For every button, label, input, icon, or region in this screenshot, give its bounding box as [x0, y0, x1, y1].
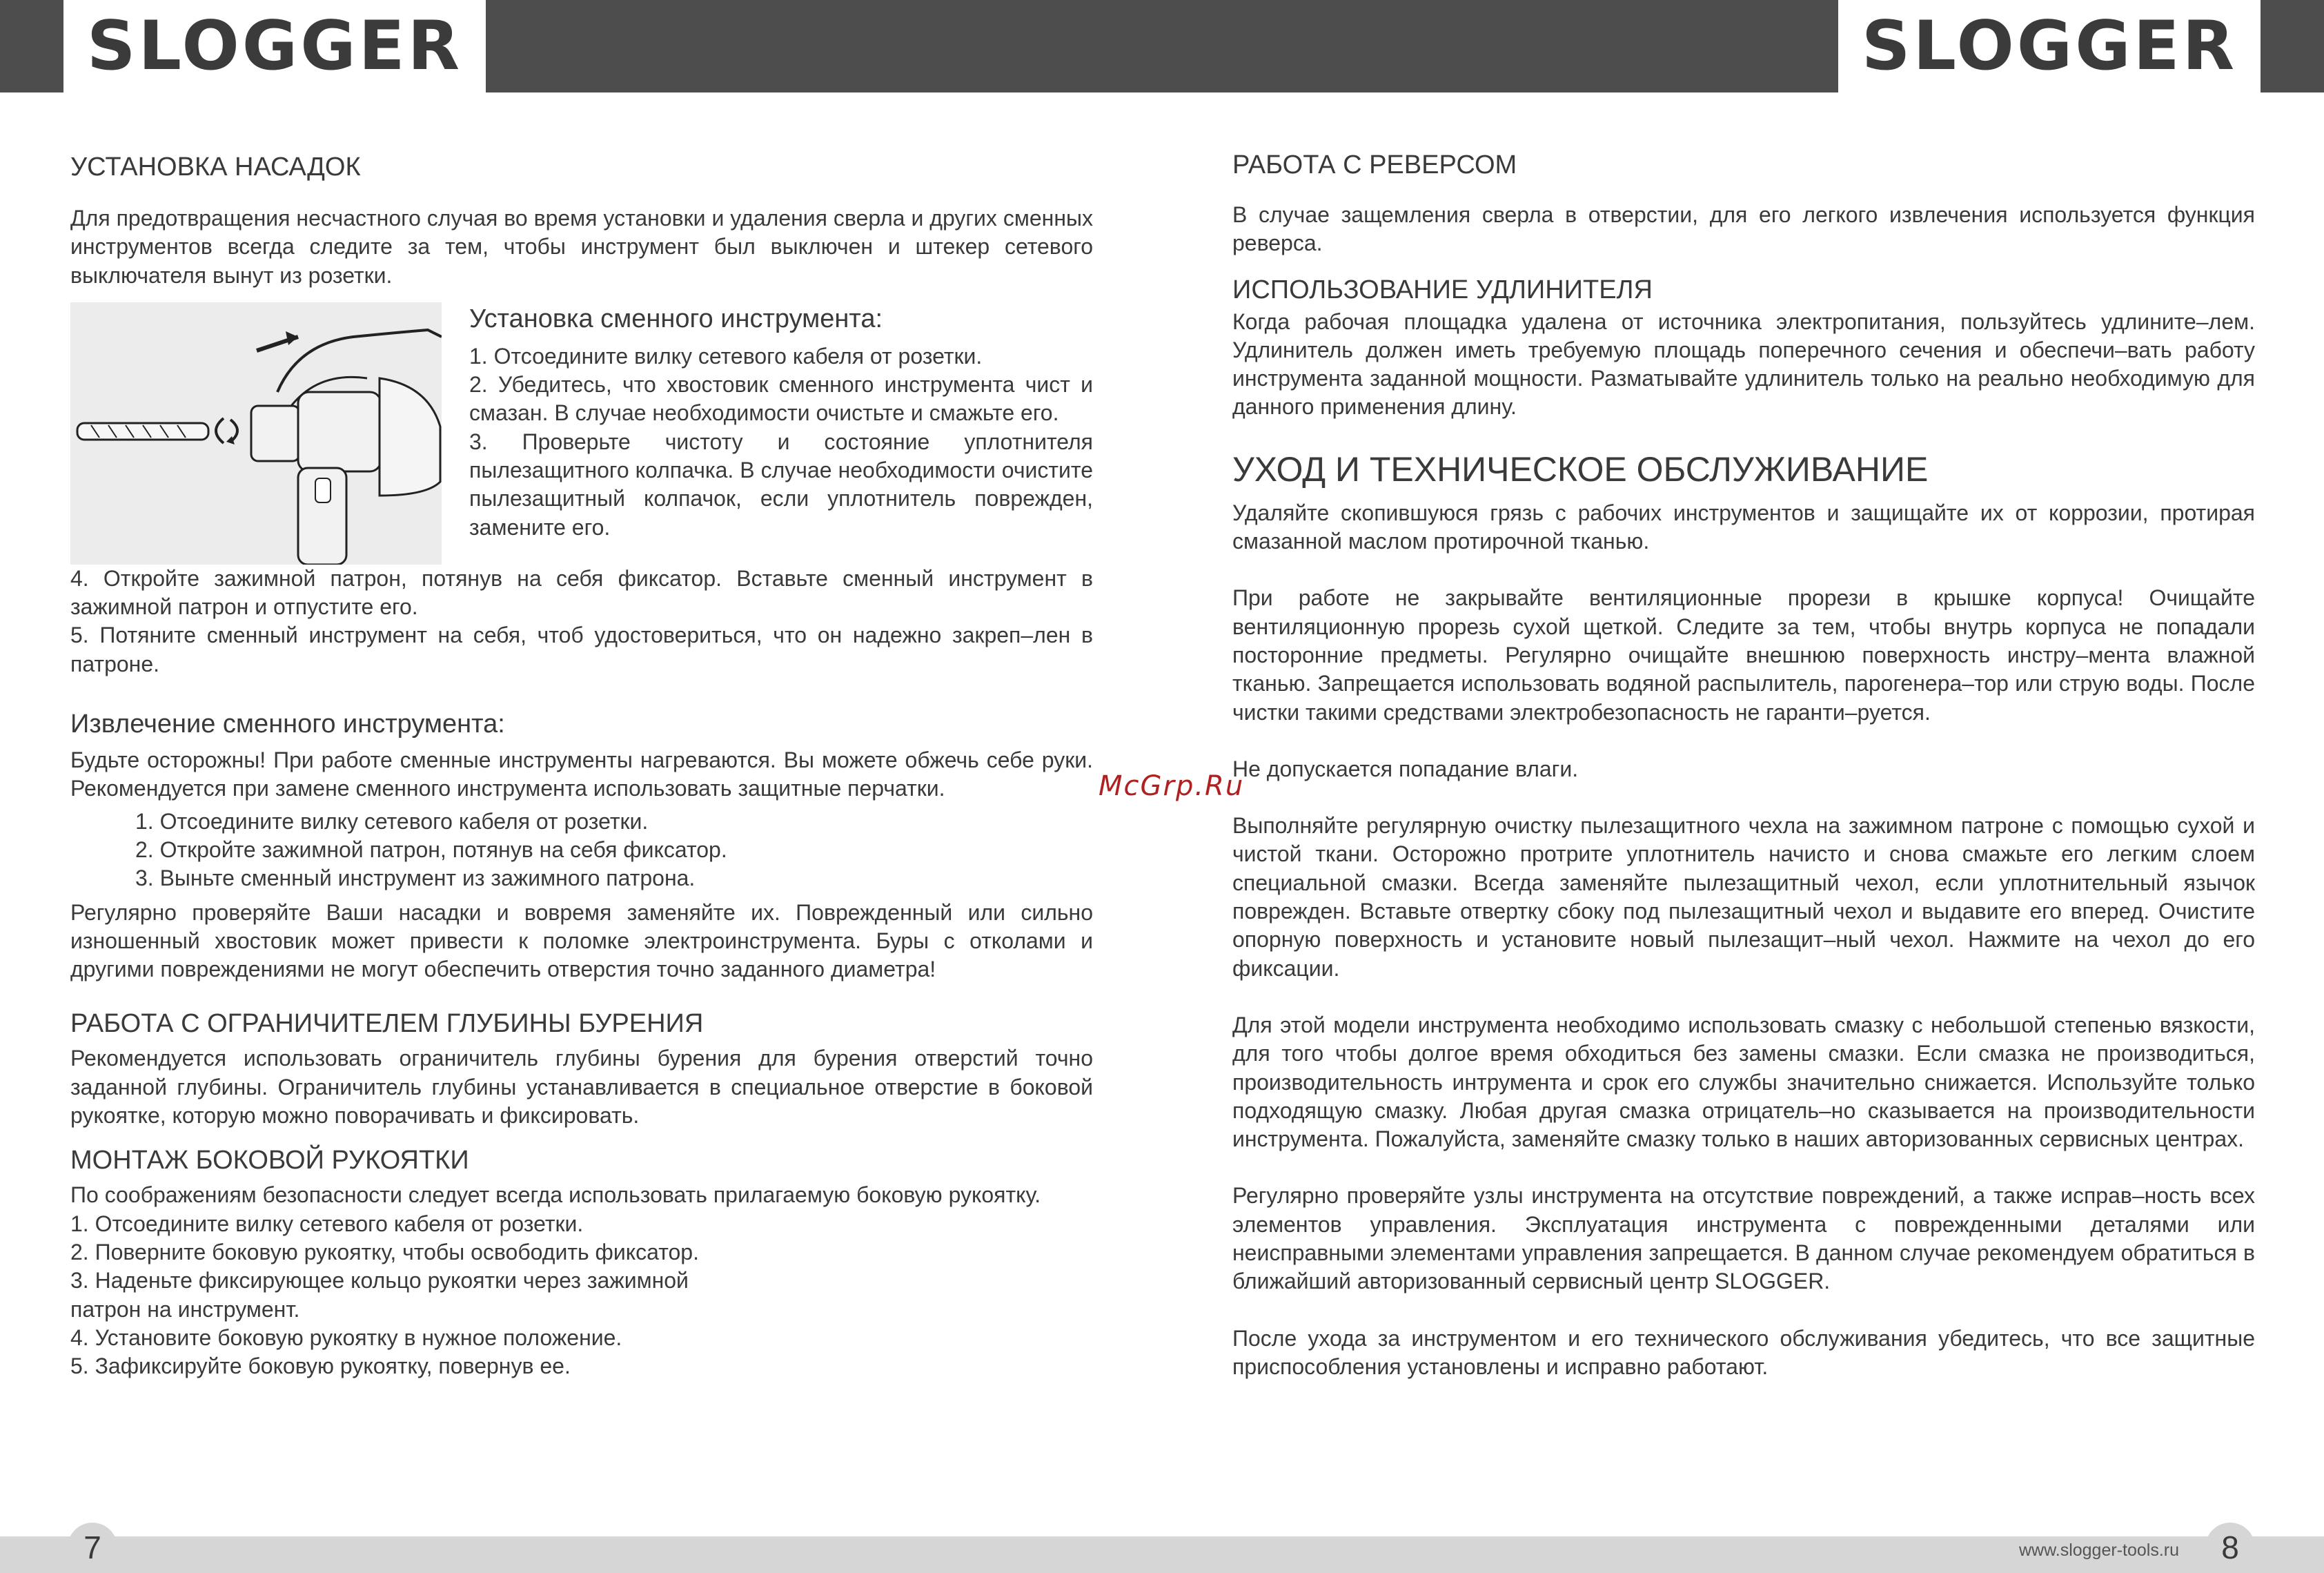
list-item: 2. Поверните боковую рукоятку, чтобы освободить фиксатор. — [70, 1239, 699, 1264]
figure-caption-block — [469, 302, 1093, 565]
watermark: McGrp.Ru — [1099, 770, 1245, 802]
page-number-left: 7 — [68, 1523, 117, 1572]
paragraph: При работе не закрывайте вентиляционные прорези в крышке корпуса! Очищайте вентиляционную прорезь сухой щеткой. Следите за тем, чтобы внутрь корпуса не попадали посторонние предметы. Регулярно очищайте внешнюю поверхность инстру–мента влажной тканью. Запрещается использовать водяной распылитель, парогенера–тор или струю воды. После чистки такими средствами электробезопасность не гаранти–руется. — [1232, 585, 2255, 725]
section-title-maintenance: УХОД И ТЕХНИЧЕСКОЕ ОБСЛУЖИВАНИЕ — [1232, 449, 1929, 489]
section-title-depth-stop: РАБОТА С ОГРАНИЧИТЕЛЕМ ГЛУБИНЫ БУРЕНИЯ — [70, 1009, 704, 1039]
list-item: 1. Отсоедините вилку сетевого кабеля от розетки. — [135, 808, 649, 834]
paragraph: Для предотвращения несчастного случая во время установки и удаления сверла и других сменных инструментов всегда следите за тем, чтобы инструмент был выключен и штекер сетевого выключателя вынут из розетки. — [70, 206, 1093, 288]
list-item: 4. Установите боковую рукоятку в нужное положение. — [70, 1325, 622, 1350]
list-item: 3. Выньте сменный инструмент из зажимного патрона. — [135, 866, 696, 891]
brand-logo-text: SLOGGER — [86, 7, 463, 86]
list-item: 5. Потяните сменный инструмент на себя, чтоб удостовериться, что он надежно закреп–лен в патроне. — [70, 623, 1093, 676]
footer-url[interactable]: www.slogger-tools.ru — [2018, 1541, 2179, 1560]
list-item: 2. Откройте зажимной патрон, потянув на себя фиксатор. — [135, 837, 727, 862]
list-item: 1. Отсоедините вилку сетевого кабеля от розетки. — [70, 1211, 584, 1236]
section-title-extension: ИСПОЛЬЗОВАНИЕ УДЛИНИТЕЛЯ — [1232, 275, 1653, 304]
left-page — [70, 150, 1093, 1380]
removal-steps — [70, 808, 1093, 893]
paragraph: В случае защемления сверла в отверстии, для его легкого извлечения используется функция реверса. — [1232, 202, 2255, 256]
paragraph: Выполняйте регулярную очистку пылезащитного чехла на зажимном патроне с помощью сухой и чистой ткани. Осторожно протрите уплотнитель начисто и снова смажьте его легким слоем специальной смазки. Всегда заменяйте пылезащитный чехол, если уплотнительный язычок поврежден. Вставьте отвертку сбоку под пылезащитный чехол и выдавите его вперед. Очистите опорную поверхность и установите новый пылезащит–ный чехол. Нажмите на чехол до его фиксации. — [1232, 813, 2255, 981]
section-title-attachments: УСТАНОВКА НАСАДОК — [70, 153, 361, 182]
paragraph: Регулярно проверяйте узлы инструмента на отсутствие повреждений, а также исправ–ность всех элементов управления. Эксплуатация инструмента с поврежденными деталями или неисправными элементами управления запрещается. В данном случае рекомендуем обратиться в ближайший авторизованный сервисный центр SLOGGER. — [1232, 1183, 2255, 1294]
paragraph: Будьте осторожны! При работе сменные инструменты нагреваются. Вы можете обжечь себе руки. Рекомендуется при замене сменного инструмента использовать защитные перчатки. — [70, 748, 1093, 801]
paragraph: После ухода за инструментом и его технического обслуживания убедитесь, что все защитные приспособления установлены и исправно работают. — [1232, 1325, 2255, 1379]
list-item: 1. Отсоедините вилку сетевого кабеля от розетки. — [469, 343, 983, 369]
subsection-title-remove: Извлечение сменного инструмента: — [70, 710, 505, 739]
paragraph: Для этой модели инструмента необходимо использовать смазку с небольшой степенью вязкости, для того чтобы долгое время обходиться без замены смазки. Если смазка не производиться, производительность интрумента и срок его службы значительно снижается. Используйте только подходящую смазку. Любая другая смазка отрицатель–но сказывается на производительности инструмента. Пожалуйста, заменяйте смазку только в наших авторизованных сервисных центрах. — [1232, 1012, 2255, 1152]
footer-band — [0, 1536, 2324, 1573]
paragraph: Не допускается попадание влаги. — [1232, 756, 1579, 781]
paragraph: Рекомендуется использовать ограничитель глубины бурения для бурения отверстий точно заданной глубины. Ограничитель глубины устанавливается в специальное отверстие в боковой рукоятке, которую можно поворачивать и фиксировать. — [70, 1046, 1093, 1129]
list-item: 3. Проверьте чистоту и состояние уплотнителя пылезащитного колпачка. В случае необходимости очистите пылезащитный колпачок, если уплотнитель поврежден, замените его. — [469, 429, 1093, 540]
paragraph: Когда рабочая площадка удалена от источника электропитания, пользуйтесь удлините–лем. Удлинитель должен иметь требуемую площадь поперечного сечения и обеспечи–вать работу инструмента заданной мощности. Разматывайте удлинитель только на реально необходимую для данного применения длину. — [1232, 309, 2255, 420]
list-item: 2. Убедитесь, что хвостовик сменного инструмента чист и смазан. В случае необходимости очистьте и смажьте его. — [469, 372, 1093, 426]
section-title-reverse: РАБОТА С РЕВЕРСОМ — [1232, 150, 1517, 179]
paragraph: По соображениям безопасности следует всегда использовать прилагаемую боковую рукоятку. — [70, 1182, 1041, 1208]
drill-chuck-illustration — [70, 302, 442, 565]
list-item: патрон на инструмент. — [70, 1296, 300, 1322]
figure-block — [70, 302, 1093, 565]
list-item: 4. Откройте зажимной патрон, потянув на себя фиксатор. Вставьте сменный инструмент в зажимной патрон и отпустите его. — [70, 565, 1093, 620]
brand-logo-left — [63, 0, 486, 92]
side-handle-steps — [70, 1210, 1093, 1381]
paragraph: Удаляйте скопившуюся грязь с рабочих инструментов и защищайте их от коррозии, протирая смазанной маслом протирочной тканью. — [1232, 500, 2255, 554]
list-item: 3. Наденьте фиксирующее кольцо рукоятки через зажимной — [70, 1268, 689, 1293]
subsection-title-install: Установка сменного инструмента: — [469, 304, 883, 333]
paragraph: Регулярно проверяйте Ваши насадки и вовремя заменяйте их. Поврежденный или сильно изношенный хвостовик может привести к поломке электроинструмента. Буры с отколами и другими повреждениями не могут обеспечить отверстия точно заданного диаметра! — [70, 899, 1093, 982]
page-number-right: 8 — [2205, 1523, 2255, 1572]
section-title-side-handle: МОНТАЖ БОКОВОЙ РУКОЯТКИ — [70, 1146, 469, 1175]
right-page — [1232, 148, 2255, 1381]
brand-logo-text: SLOGGER — [1861, 7, 2238, 86]
brand-logo-right — [1838, 0, 2261, 92]
list-item: 5. Зафиксируйте боковую рукоятку, повернув ее. — [70, 1354, 571, 1379]
